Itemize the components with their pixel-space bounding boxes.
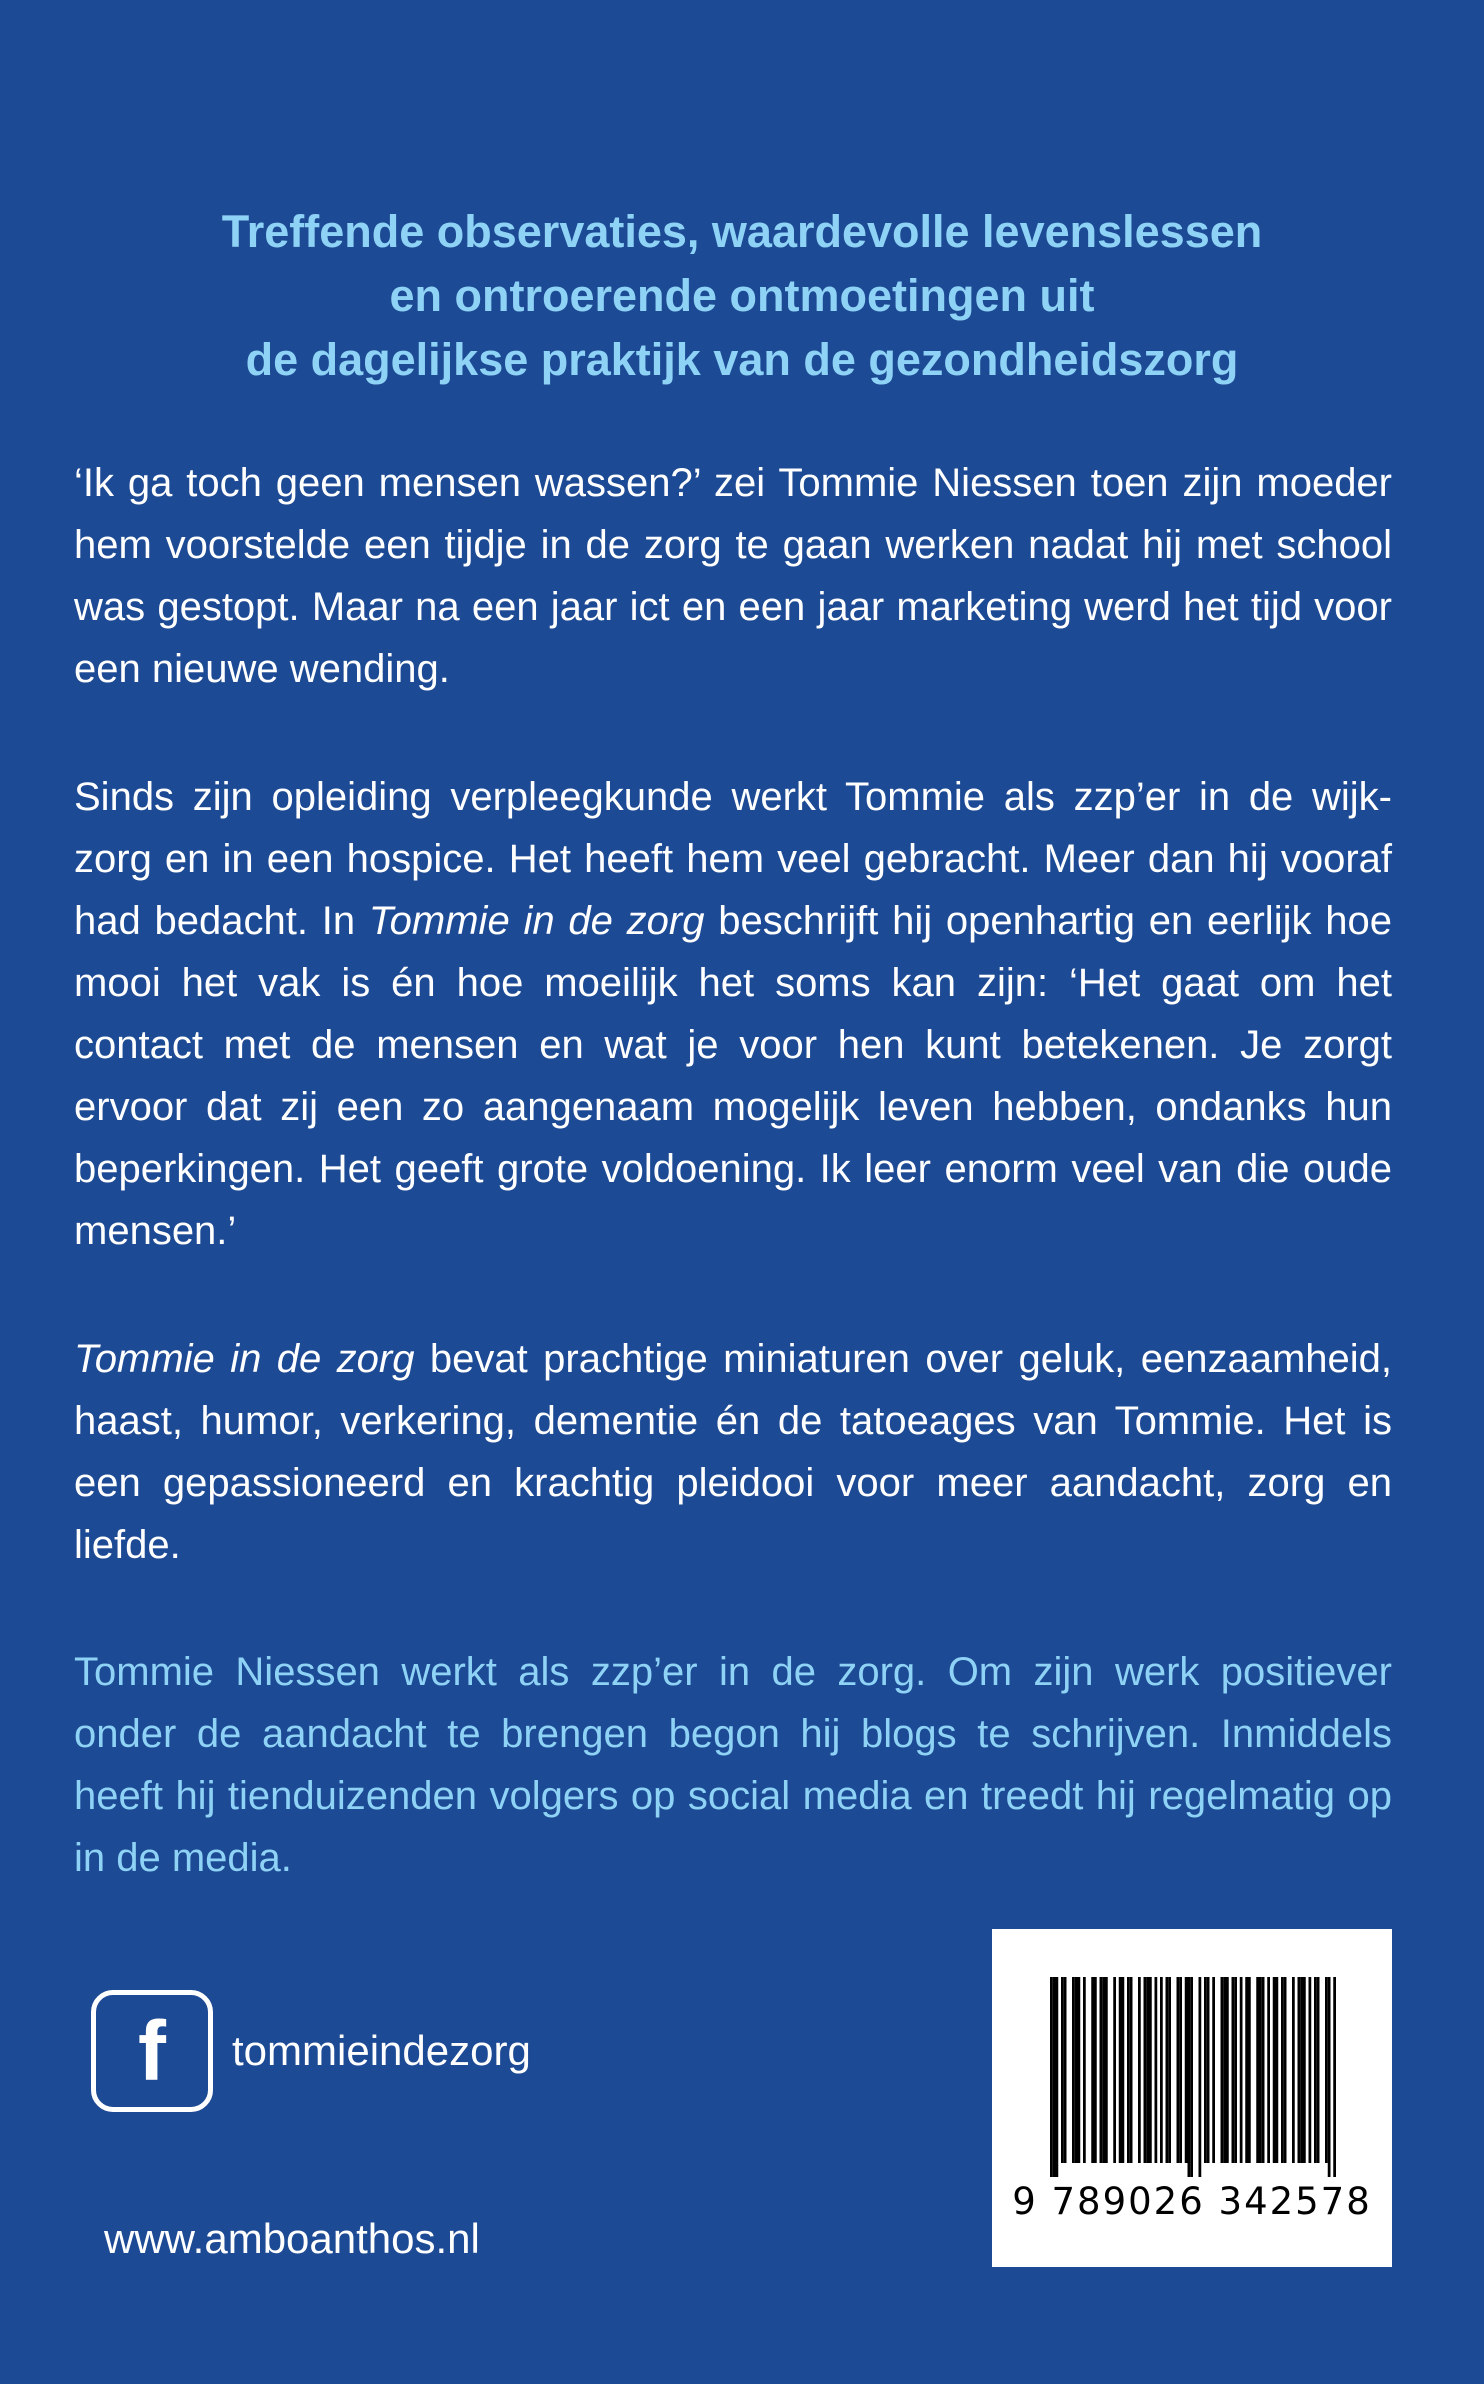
barcode-bar bbox=[1292, 1977, 1295, 2163]
barcode-bar bbox=[1056, 1977, 1059, 2177]
barcode-bar bbox=[1333, 1977, 1336, 2177]
isbn-barcode bbox=[992, 1929, 1392, 2267]
barcode-bar bbox=[1281, 1977, 1284, 2163]
paragraph-text: ‘Ik ga toch geen mensen wassen?’ zei Tommie Niessen toen zijn moeder hem voorstelde een tijdje in de zorg te gaan werken nadat hij met school was gestopt. Maar na een jaar ict en een jaar marketing werd het tijd voor een nieuwe wending. bbox=[74, 461, 1392, 691]
barcode-bar bbox=[1185, 1977, 1188, 2163]
barcode-bar bbox=[1273, 1977, 1276, 2163]
tagline-line: Treffende observaties, waardevolle levenslessen bbox=[221, 206, 1263, 257]
barcode-bar bbox=[1199, 1977, 1202, 2177]
barcode-bars bbox=[1050, 1977, 1340, 2177]
barcode-bar bbox=[1223, 1977, 1226, 2163]
tagline bbox=[0, 200, 1484, 392]
barcode-bar bbox=[1267, 1977, 1270, 2163]
facebook-glyph: f bbox=[138, 2004, 166, 2098]
barcode-bar bbox=[1234, 1977, 1237, 2163]
barcode-bar bbox=[1053, 1977, 1056, 2177]
description-paragraph bbox=[74, 766, 1392, 1262]
barcode-bar bbox=[1190, 1977, 1193, 2177]
barcode-bar bbox=[1240, 1977, 1243, 2163]
publisher-website: www.amboanthos.nl bbox=[104, 2215, 480, 2262]
tagline-line: de dagelijkse praktijk van de gezondheidszorg bbox=[245, 334, 1239, 385]
barcode-bar bbox=[1259, 1977, 1262, 2163]
tagline-line: en ontroerende ontmoetingen uit bbox=[389, 270, 1095, 321]
barcode-bar bbox=[1284, 1977, 1287, 2163]
barcode-bar bbox=[1105, 1977, 1108, 2163]
barcode-bar bbox=[1212, 1977, 1215, 2163]
barcode-bar bbox=[1245, 1977, 1248, 2163]
facebook-handle: tommieindezorg bbox=[232, 2027, 531, 2074]
paragraph-text: beschrijft hij openhartig en eerlijk hoe mooi het vak is én hoe moeilijk het soms kan zijn: ‘Het gaat om het contact met de mensen en wat je voor hen kunt betekenen. Je zorgt ervoor dat zij een zo aangenaam mogelijk leven hebben, ondanks hun beperkingen. Het geeft grote voldoening. Ik leer enorm veel van die oude mensen.’ bbox=[74, 899, 1392, 1253]
barcode-bar bbox=[1317, 1977, 1320, 2163]
barcode-bar bbox=[1262, 1977, 1265, 2163]
book-title: Tommie in de zorg bbox=[74, 1337, 415, 1381]
author-bio bbox=[74, 1641, 1392, 1889]
barcode-bar bbox=[1094, 1977, 1097, 2163]
barcode-bar bbox=[1144, 1977, 1147, 2163]
barcode-bar bbox=[1314, 1977, 1317, 2163]
barcode-bar bbox=[1221, 1977, 1224, 2163]
barcode-bar bbox=[1149, 1977, 1152, 2163]
barcode-bar bbox=[1138, 1977, 1141, 2163]
isbn-number: 9 789026 342578 bbox=[1012, 2180, 1372, 2223]
barcode-bar bbox=[1113, 1977, 1116, 2163]
barcode-bar bbox=[1100, 1977, 1103, 2163]
barcode-bar bbox=[1298, 1977, 1301, 2163]
paragraph-text: Sinds zijn opleiding verpleegkunde werkt Tommie als zzp’er in de wijk-zorg en in een hospice. Het heeft hem veel gebracht. Meer dan hij vooraf had bedacht. In bbox=[74, 775, 1392, 943]
barcode-bar bbox=[1119, 1977, 1122, 2163]
barcode-bar bbox=[1188, 1977, 1191, 2177]
barcode-bar bbox=[1130, 1977, 1133, 2163]
barcode-bar bbox=[1248, 1977, 1251, 2163]
barcode-bar bbox=[1160, 1977, 1163, 2163]
barcode-bar bbox=[1072, 1977, 1075, 2163]
barcode-bar bbox=[1166, 1977, 1169, 2163]
barcode-bar bbox=[1204, 1977, 1207, 2163]
author-bio-text: Tommie Niessen werkt als zzp’er in de zorg. Om zijn werk positiever onder de aandacht te brengen begon hij blogs te schrijven. Inmiddels heeft hij tienduizenden volgers op social media en treedt hij regelmatig op in de media. bbox=[74, 1650, 1392, 1880]
barcode-bar bbox=[1091, 1977, 1094, 2163]
barcode-bar bbox=[1232, 1977, 1235, 2163]
barcode-bar bbox=[1083, 1977, 1086, 2163]
barcode-bar bbox=[1050, 1977, 1053, 2177]
barcode-bar bbox=[1146, 1977, 1149, 2163]
barcode-bar bbox=[1122, 1977, 1125, 2163]
barcode-bar bbox=[1155, 1977, 1158, 2163]
intro-paragraph bbox=[74, 452, 1392, 700]
barcode-bar bbox=[1325, 1977, 1328, 2163]
barcode-bar bbox=[1309, 1977, 1312, 2163]
barcode-bar bbox=[1303, 1977, 1306, 2163]
barcode-bar bbox=[1075, 1977, 1078, 2163]
barcode-bar bbox=[1064, 1977, 1067, 2163]
barcode-bar bbox=[1207, 1977, 1210, 2163]
barcode-bar bbox=[1102, 1977, 1105, 2163]
barcode-bar bbox=[1276, 1977, 1279, 2163]
barcode-bar bbox=[1328, 1977, 1331, 2177]
facebook-icon bbox=[91, 1990, 213, 2112]
barcode-bar bbox=[1168, 1977, 1171, 2163]
barcode-bar bbox=[1177, 1977, 1180, 2163]
barcode-bar bbox=[1127, 1977, 1130, 2163]
barcode-bar bbox=[1300, 1977, 1303, 2163]
barcode-bar bbox=[1061, 1977, 1064, 2163]
barcode-bar bbox=[1078, 1977, 1081, 2163]
contents-paragraph bbox=[74, 1328, 1392, 1576]
barcode-bar bbox=[1256, 1977, 1259, 2163]
book-title: Tommie in de zorg bbox=[368, 899, 705, 943]
paragraph-text: bevat prachtige miniaturen over geluk, eenzaamheid, haast, humor, verkering, dementie én de tatoeages van Tommie. Het is een gepassioneerd en krachtig pleidooi voor meer aandacht, zorg en liefde. bbox=[74, 1337, 1392, 1567]
barcode-bar bbox=[1179, 1977, 1182, 2163]
barcode-bar bbox=[1226, 1977, 1229, 2163]
